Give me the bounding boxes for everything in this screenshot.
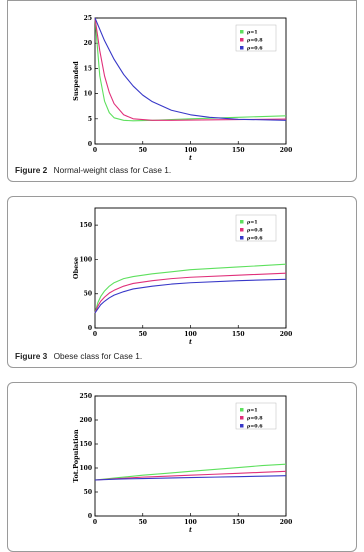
- figure-caption: [15, 351, 142, 361]
- y-tick-label: 0: [87, 141, 92, 148]
- legend-marker: [240, 228, 244, 232]
- y-tick-label: 150: [79, 441, 92, 448]
- y-tick-label: 200: [79, 417, 92, 424]
- y-tick-label: 0: [87, 325, 92, 332]
- legend-label: ρ=0.8: [247, 415, 263, 422]
- x-tick-label: 50: [138, 519, 147, 526]
- x-axis-label: t: [188, 338, 193, 346]
- figure-panel-4: [7, 382, 357, 552]
- y-tick-label: 50: [83, 290, 92, 298]
- y-axis-label: Suspended: [72, 61, 80, 101]
- y-tick-label: 20: [83, 40, 92, 48]
- caption-text: Obese class for Case 1.: [53, 351, 143, 361]
- chart-suspended: [8, 1, 356, 182]
- figure-panel-2: [7, 0, 357, 182]
- y-tick-label: 50: [83, 489, 92, 496]
- legend-label: ρ=0.6: [247, 423, 263, 430]
- x-tick-label: 200: [279, 519, 293, 526]
- caption-label: Figure 3: [15, 351, 48, 361]
- y-tick-label: 100: [79, 256, 92, 264]
- x-tick-label: 0: [92, 331, 98, 338]
- legend-label: ρ=0.6: [247, 45, 263, 52]
- figure-panel-3: [7, 196, 357, 368]
- x-tick-label: 100: [184, 147, 197, 154]
- y-tick-label: 250: [79, 393, 92, 400]
- legend-label: ρ=0.8: [247, 227, 263, 234]
- x-tick-label: 0: [92, 519, 98, 526]
- x-tick-label: 200: [279, 147, 293, 154]
- x-tick-label: 100: [184, 519, 197, 526]
- legend-label: ρ=1: [247, 219, 258, 226]
- chart-obese: [8, 197, 356, 368]
- caption-label: Figure 2: [15, 165, 48, 175]
- y-tick-label: 25: [83, 15, 92, 22]
- y-tick-label: 10: [83, 90, 92, 98]
- chart-total-population: [8, 383, 356, 552]
- y-tick-label: 15: [83, 65, 92, 73]
- legend-marker: [240, 236, 244, 240]
- x-axis-label: t: [188, 154, 193, 162]
- series-line: [95, 279, 286, 313]
- legend-label: ρ=0.6: [247, 235, 263, 242]
- x-tick-label: 200: [279, 331, 293, 338]
- y-axis-label: Obese: [72, 256, 80, 280]
- y-tick-label: 150: [79, 222, 92, 230]
- x-axis-label: t: [188, 526, 193, 534]
- y-tick-label: 100: [79, 465, 92, 472]
- legend-marker: [240, 220, 244, 224]
- legend-marker: [240, 408, 244, 412]
- series-line: [95, 264, 286, 313]
- x-tick-label: 50: [138, 147, 147, 154]
- legend-marker: [240, 46, 244, 50]
- legend-label: ρ=1: [247, 29, 258, 36]
- legend-marker: [240, 424, 244, 428]
- x-tick-label: 100: [184, 331, 197, 338]
- legend-marker: [240, 30, 244, 34]
- legend-label: ρ=1: [247, 407, 258, 414]
- x-tick-label: 150: [231, 331, 245, 338]
- y-axis-label: Tot.Population: [72, 429, 80, 483]
- legend-marker: [240, 38, 244, 42]
- y-tick-label: 0: [87, 513, 92, 520]
- figure-caption: [15, 165, 171, 175]
- x-tick-label: 150: [231, 519, 245, 526]
- legend-label: ρ=0.8: [247, 37, 263, 44]
- y-tick-label: 5: [87, 115, 92, 123]
- x-tick-label: 50: [138, 331, 147, 338]
- x-tick-label: 0: [92, 147, 98, 154]
- legend-marker: [240, 416, 244, 420]
- caption-text: Normal-weight class for Case 1.: [53, 165, 172, 175]
- x-tick-label: 150: [231, 147, 245, 154]
